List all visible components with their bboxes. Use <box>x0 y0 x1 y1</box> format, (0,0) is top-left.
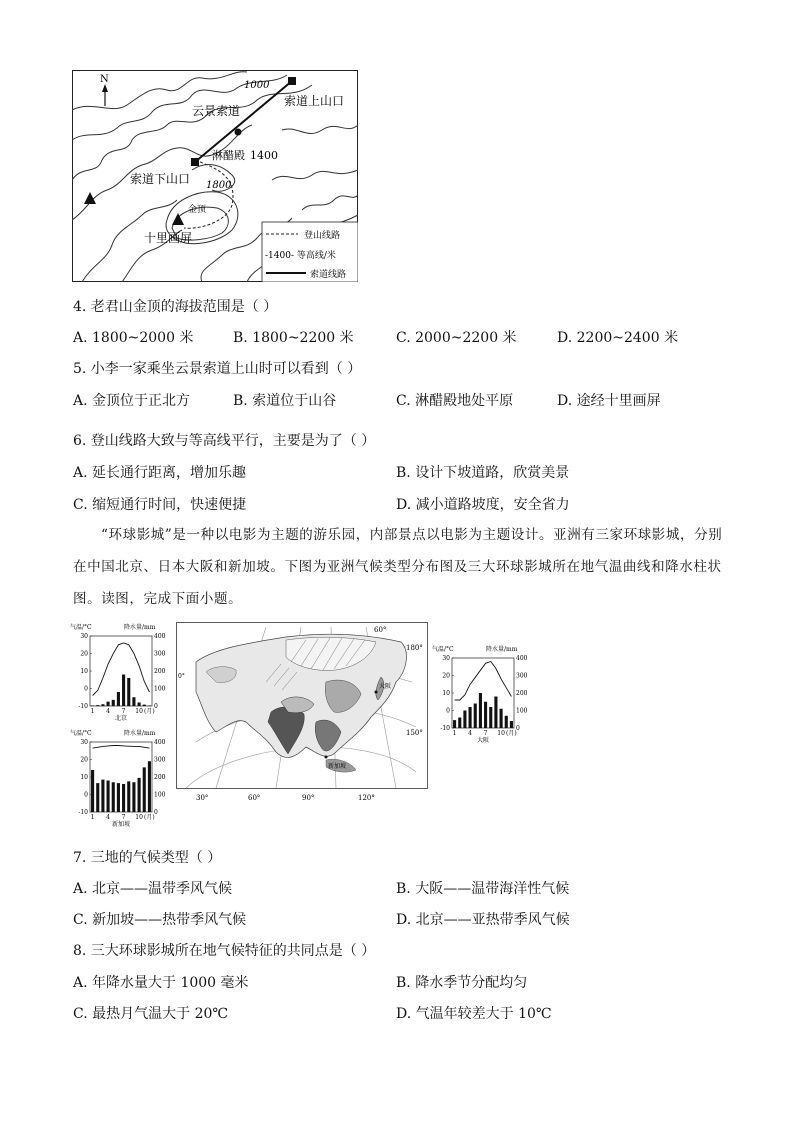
side-label-0: 0° <box>178 673 185 680</box>
lon-label-60: 60° <box>248 794 261 802</box>
month-tick-label: 1 <box>452 730 457 737</box>
precip-bar <box>463 711 466 729</box>
precip-tick-label: 400 <box>154 739 166 746</box>
question-6-stem: 6. 登山线路大致与等高线平行，主要是为了（ ） <box>73 433 376 449</box>
temp-axis-label: 气温/°C <box>432 646 454 653</box>
month-tick-label: 7 <box>483 730 488 737</box>
lon-label-30: 30° <box>196 794 209 802</box>
precip-bar <box>469 707 472 728</box>
precip-bar <box>132 782 135 812</box>
precip-bar <box>505 716 508 728</box>
precip-bar <box>91 770 94 812</box>
precip-tick-label: 400 <box>516 655 528 662</box>
map-legend <box>262 222 358 282</box>
precip-bar <box>91 705 94 706</box>
precip-axis-label: 降水量/mm <box>124 730 156 737</box>
q5-option-b[interactable]: B. 索道位于山谷 <box>233 393 337 409</box>
summit-label: 金顶 <box>188 205 207 215</box>
precip-tick-label: 200 <box>154 774 166 781</box>
precip-bar <box>484 702 487 728</box>
month-tick-label: 1 <box>90 708 95 715</box>
temperature-curve <box>93 746 150 749</box>
q6-option-c[interactable]: C. 缩短通行时间，快速便捷 <box>73 497 247 513</box>
month-unit-label: (月) <box>506 730 517 737</box>
plot-frame <box>90 636 152 706</box>
q4-option-d[interactable]: D. 2200~2400 米 <box>557 330 679 346</box>
temp-tick-label: 30 <box>80 633 88 640</box>
precip-bar <box>494 697 497 729</box>
q5-option-d[interactable]: D. 途经十里画屏 <box>557 393 661 409</box>
temp-tick-label: 30 <box>80 739 88 746</box>
precip-bar <box>101 704 104 706</box>
precip-bar <box>138 703 141 707</box>
precip-bar <box>138 778 141 812</box>
precip-bar <box>107 702 110 706</box>
precip-tick-label: 200 <box>516 690 528 697</box>
precip-tick-label: 0 <box>154 703 158 710</box>
cable-lower-station <box>191 158 199 166</box>
temp-tick-label: -10 <box>440 725 450 732</box>
precip-tick-label: 0 <box>516 725 520 732</box>
legend-contour: -1400- 等高线/米 <box>265 251 336 261</box>
linqu-hall-label: 淋醋殿 <box>212 149 245 162</box>
precip-bar <box>500 709 503 728</box>
temp-tick-label: 10 <box>80 668 88 675</box>
temp-tick-label: 0 <box>84 791 88 799</box>
precip-bar <box>458 718 461 729</box>
month-unit-label: (月) <box>144 814 155 821</box>
lon-label-120: 120° <box>358 794 375 802</box>
elev-1800-label: 1800 <box>206 180 232 191</box>
precip-bar <box>474 704 477 729</box>
question-5-stem: 5. 小李一家乘坐云景索道上山时可以看到（ ） <box>73 361 362 377</box>
precip-bar <box>510 721 513 728</box>
temp-tick-label: 30 <box>442 655 450 662</box>
precip-tick-label: 100 <box>154 685 166 693</box>
legend-cableway: 索道线路 <box>310 270 347 280</box>
precip-tick-label: 400 <box>154 633 166 640</box>
precip-bar <box>117 783 120 812</box>
question-7-stem: 7. 三地的气候类型（ ） <box>73 850 222 866</box>
temp-tick-label: 10 <box>80 774 88 781</box>
precip-bar <box>453 720 456 728</box>
temp-tick-label: 20 <box>80 650 88 658</box>
precip-bar <box>112 700 115 706</box>
precip-tick-label: 300 <box>154 756 166 764</box>
lon-label-90: 90° <box>302 794 315 802</box>
q6-option-a[interactable]: A. 延长通行距离，增加乐趣 <box>73 465 247 481</box>
precip-bar <box>122 675 125 707</box>
precip-bar <box>143 767 146 812</box>
q6-option-d[interactable]: D. 减小道路坡度，安全省力 <box>396 497 570 513</box>
cable-lower-label: 索道下山口 <box>130 172 191 186</box>
q4-option-c[interactable]: C. 2000~2200 米 <box>396 330 517 346</box>
north-label: N <box>100 74 109 85</box>
cable-upper-station <box>288 77 296 85</box>
q7-option-a[interactable]: A. 北京——温带季风气候 <box>73 881 233 897</box>
top-lon-150-label: 150° <box>406 729 423 737</box>
q6-option-b[interactable]: B. 设计下坡道路，欣赏美景 <box>396 465 570 481</box>
linqu-hall-marker <box>235 129 242 136</box>
city-name-label: 新加坡 <box>111 821 131 828</box>
precip-tick-label: 0 <box>154 809 158 816</box>
temp-tick-label: -10 <box>78 703 88 710</box>
q5-option-a[interactable]: A. 金顶位于正北方 <box>73 393 191 409</box>
q8-option-b[interactable]: B. 降水季节分配均匀 <box>396 975 528 991</box>
month-tick-label: 4 <box>106 708 110 715</box>
precip-bar <box>479 693 482 728</box>
cable-upper-label: 索道上山口 <box>284 94 345 108</box>
singapore-marker <box>325 756 328 759</box>
month-tick-label: 7 <box>121 814 126 821</box>
temp-axis-label: 气温/°C <box>70 624 92 631</box>
precip-bar <box>96 705 99 706</box>
month-unit-label: (月) <box>144 708 155 715</box>
osaka-marker <box>375 691 378 694</box>
q4-option-b[interactable]: B. 1800~2200 米 <box>233 330 354 346</box>
elev-1000-label: 1000 <box>244 80 270 91</box>
q8-option-a[interactable]: A. 年降水量大于 1000 毫米 <box>73 975 249 991</box>
month-tick-label: 4 <box>106 814 110 821</box>
q8-option-c[interactable]: C. 最热月气温大于 20℃ <box>73 1006 229 1022</box>
month-tick-label: 10 <box>135 708 143 715</box>
precip-bar <box>148 705 151 706</box>
question-4-stem: 4. 老君山金顶的海拔范围是（ ） <box>73 299 278 315</box>
temp-tick-label: -10 <box>78 809 88 816</box>
shili-label: 十里画屏 <box>144 231 193 245</box>
precip-axis-label: 降水量/mm <box>486 646 518 653</box>
month-tick-label: 7 <box>121 708 126 715</box>
precip-bar <box>112 782 115 812</box>
city-name-label: 大阪 <box>476 737 490 744</box>
temperature-curve <box>455 662 512 701</box>
city-name-label: 北京 <box>114 715 128 722</box>
q5-option-c[interactable]: C. 淋醋殿地处平原 <box>396 393 514 409</box>
month-tick-label: 1 <box>90 814 95 821</box>
precip-tick-label: 100 <box>154 791 166 799</box>
precip-bar <box>127 678 130 706</box>
climate-chart-singapore <box>68 726 172 834</box>
precip-axis-label: 降水量/mm <box>124 624 156 631</box>
legend-hiking: 登山线路 <box>304 231 341 241</box>
precip-bar <box>148 761 151 812</box>
singapore-map-label: 新加坡 <box>328 763 347 770</box>
question-8-stem: 8. 三大环球影城所在地气候特征的共同点是（ ） <box>73 943 376 959</box>
q7-option-b[interactable]: B. 大阪——温带海洋性气候 <box>396 881 570 897</box>
temp-tick-label: 20 <box>442 672 450 680</box>
precip-tick-label: 300 <box>516 672 528 680</box>
climate-chart-beijing <box>68 620 172 724</box>
precip-bar <box>96 783 99 812</box>
precip-bar <box>127 781 130 812</box>
q8-option-d[interactable]: D. 气温年较差大于 10℃ <box>396 1006 552 1022</box>
temp-tick-label: 0 <box>84 685 88 693</box>
month-tick-label: 4 <box>468 730 472 737</box>
month-tick-label: 10 <box>135 814 143 821</box>
q4-option-a[interactable]: A. 1800~2000 米 <box>73 330 194 346</box>
temp-tick-label: 10 <box>442 690 450 697</box>
temp-tick-label: 0 <box>446 707 450 715</box>
precip-bar <box>489 707 492 728</box>
precip-bar <box>101 780 104 812</box>
top-lat-label: 60° <box>374 626 387 634</box>
asia-climate-map <box>176 622 428 804</box>
cableway-name-label: 云景索道 <box>192 104 241 118</box>
q7-option-c[interactable]: C. 新加坡——热带季风气候 <box>73 912 247 928</box>
precip-bar <box>143 705 146 706</box>
osaka-map-label: 大阪 <box>379 683 392 690</box>
precip-bar <box>132 697 135 706</box>
climate-chart-osaka <box>430 642 534 746</box>
topographic-map <box>72 70 358 282</box>
precip-bar <box>117 692 120 706</box>
top-lon-180-label: 180° <box>406 644 423 652</box>
intro-paragraph: “环球影城”是一种以电影为主题的游乐园，内部景点以电影为主题设计。亚洲有三家环球影城，分别在中国北京、日本大阪和新加坡。下图为亚洲气候类型分布图及三大环球影城所在地气温曲线和降水柱状图。读图，完成下面小题。 <box>73 527 723 607</box>
precip-tick-label: 200 <box>154 668 166 675</box>
precip-bar <box>107 781 110 813</box>
temp-tick-label: 20 <box>80 756 88 764</box>
temperature-curve <box>93 643 150 696</box>
precip-bar <box>122 784 125 812</box>
precip-tick-label: 100 <box>516 707 528 715</box>
temp-axis-label: 气温/°C <box>70 730 92 737</box>
q7-option-d[interactable]: D. 北京——亚热带季风气候 <box>396 912 570 928</box>
elev-1400-label: 1400 <box>250 149 278 162</box>
precip-tick-label: 300 <box>154 650 166 658</box>
month-tick-label: 10 <box>497 730 505 737</box>
